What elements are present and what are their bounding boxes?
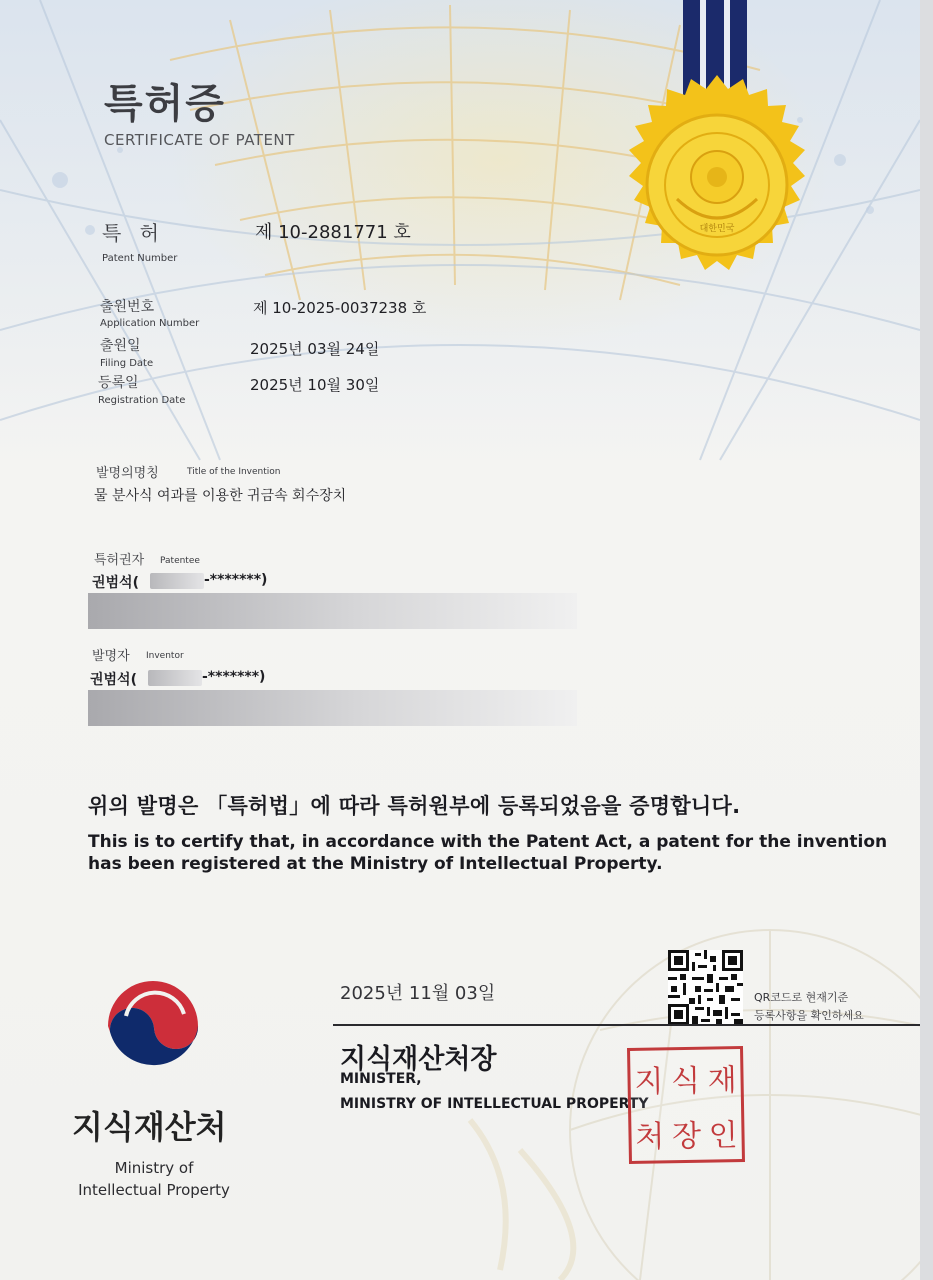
certification-text-ko: 위의 발명은 「특허법」에 따라 특허원부에 등록되었음을 증명합니다. — [88, 794, 741, 818]
invention-label: 발명의명칭 — [96, 466, 159, 481]
agency-name-en-line2: Intellectual Property — [78, 1181, 230, 1199]
filing-date: 2025년 03월 24일 — [250, 340, 380, 358]
issue-date: 2025년 11월 03일 — [340, 983, 496, 1004]
qr-note-line1: QR코드로 현재기준 — [754, 991, 849, 1004]
page-edge — [920, 0, 933, 1280]
inventor-label-en: Inventor — [146, 651, 184, 661]
invention-label-en: Title of the Invention — [187, 467, 281, 477]
stamp-char: 재 — [707, 1062, 738, 1099]
signatory-title-en-1: MINISTER, — [340, 1071, 422, 1087]
qr-note-line2: 등록사항을 확인하세요 — [754, 1009, 864, 1022]
invention-title: 물 분사식 여과를 이용한 귀금속 회수장치 — [94, 488, 347, 504]
agency-name-ko: 지식재산처 — [72, 1108, 227, 1146]
signatory-title-ko: 지식재산처장 — [340, 1044, 497, 1075]
redacted-id — [150, 573, 204, 589]
certification-text-en: This is to certify that, in accordance with the Patent Act, a patent for the invention has been registered at the Ministry of Intellectual Property. — [88, 832, 888, 874]
registration-label: 등록일 — [98, 375, 139, 391]
filing-label: 출원일 — [100, 338, 141, 354]
patent-label: 특 허 — [102, 221, 165, 245]
patentee-label: 특허권자 — [94, 553, 145, 568]
signatory-title-en-2: MINISTRY OF INTELLECTUAL PROPERTY — [340, 1096, 649, 1112]
redacted-address — [88, 690, 577, 726]
application-label-en: Application Number — [100, 318, 200, 329]
agency-name-en — [64, 1157, 244, 1201]
patentee-label-en: Patentee — [160, 556, 200, 566]
redacted-address — [88, 593, 577, 629]
gold-seal-medal — [0, 0, 920, 320]
svg-text:대한민국: 대한민국 — [699, 224, 735, 234]
qr-note — [754, 989, 894, 1025]
stamp-char: 지 — [634, 1063, 664, 1100]
government-taegeuk-logo-icon — [98, 976, 208, 1086]
stamp-char: 인 — [708, 1117, 738, 1154]
stamp-char: 처 — [635, 1118, 665, 1155]
application-label: 출원번호 — [100, 299, 155, 315]
registration-label-en: Registration Date — [98, 395, 186, 406]
official-red-stamp — [627, 1046, 745, 1164]
stamp-char: 장 — [671, 1118, 702, 1154]
certificate-title: 특허증 — [104, 81, 226, 127]
registration-date: 2025년 10월 30일 — [250, 376, 380, 394]
qr-code-icon[interactable] — [668, 950, 743, 1025]
certificate-subtitle: CERTIFICATE OF PATENT — [104, 131, 295, 149]
application-number: 제 10-2025-0037238 호 — [253, 299, 427, 317]
agency-name-en-line1: Ministry of — [114, 1159, 194, 1177]
filing-label-en: Filing Date — [100, 358, 154, 369]
stamp-char: 식 — [670, 1063, 701, 1099]
patentee-name: 권범석( — [92, 575, 139, 591]
inventor-id-suffix: -*******) — [202, 669, 266, 685]
inventor-name: 권범석( — [90, 672, 137, 688]
inventor-label: 발명자 — [92, 649, 130, 664]
signature-divider — [333, 1024, 920, 1026]
patent-label-en: Patent Number — [102, 253, 178, 264]
patentee-id-suffix: -*******) — [204, 572, 268, 588]
patent-number: 제 10-2881771 호 — [255, 222, 411, 243]
redacted-id — [148, 670, 202, 686]
